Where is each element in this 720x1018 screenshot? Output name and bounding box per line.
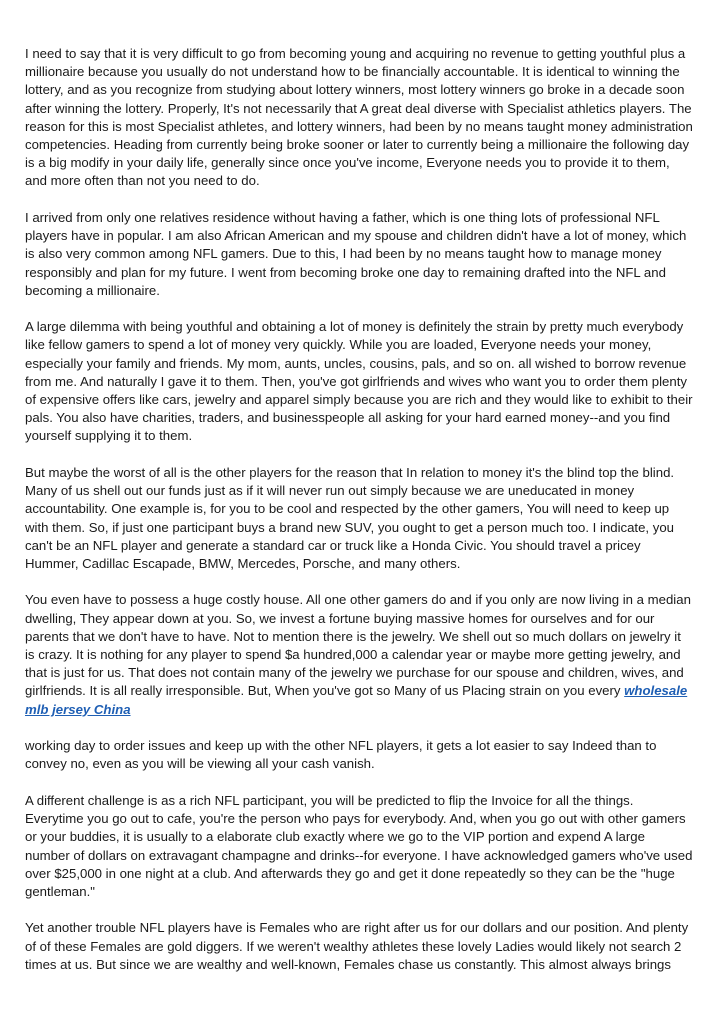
paragraph-1: I need to say that it is very difficult to go from becoming young and acquiring no revenue to getting youthful plus a millionaire because you usually do not understand how to be financially accountable. It is identical to winning the lottery, and as you recognize from studying about lottery winners, most lottery winners go broke in a decade soon after winning the lottery. Properly, It's not necessarily that A great deal diverse with Specialist athletics players. The reason for this is most Specialist athletes, and lottery winners, had been by no means taught money administration competencies. Heading from currently being broke sooner or later to currently being a millionaire the following day is a big modify in your daily life, generally since once you've income, Everyone needs you to provide it to them, and more often than not you need to do. bbox=[25, 46, 693, 189]
paragraph-6: working day to order issues and keep up with the other NFL players, it gets a lot easier to say Indeed than to convey no, even as you will be viewing all your cash vanish. bbox=[25, 738, 657, 772]
paragraph-2: I arrived from only one relatives residence without having a father, which is one thing lots of professional NFL players have in popular. I am also African American and my spouse and children didn't have a lot of money, which is also very common among NFL gamers. Due to this, I had been by no means taught how to manage money responsibly and plan for my future. I went from becoming broke one day to remaining drafted into the NFL and becoming a millionaire. bbox=[25, 209, 687, 298]
paragraph-5 bbox=[25, 591, 693, 718]
paragraph-5-text: You even have to possess a huge costly house. All one other gamers do and if you only are now living in a median dwelling, They appear down at you. So, we invest a fortune buying massive homes for ourselves and for our parents that we don't have to have. Not to mention there is the jewelry. We shell out so much dollars on jewelry it is crazy. It is nothing for any player to spend $a hundred,000 a calendar year or maybe more getting jewelry, and that is just for us. That does not contain many of the jewelry we purchase for our spouse and children, wives, and girlfriends. It is all really irresponsible. But, When you've got so Many of us Placing strain on you every bbox=[25, 592, 691, 699]
paragraph-8: Yet another trouble NFL players have is Females who are right after us for our dollars and our position. And plenty of of these Females are gold diggers. If we weren't wealthy athletes these lovely Ladies would likely not search 2 times at us. But since we are wealthy and well-known, Females chase us constantly. This almost always brings bbox=[25, 920, 689, 972]
wholesale-jersey-link[interactable]: wholesale mlb jersey China bbox=[25, 683, 688, 717]
paragraph-3: A large dilemma with being youthful and obtaining a lot of money is definitely the strain by pretty much everybody like fellow gamers to spend a lot of money very quickly. While you are loaded, Everyone needs your money, especially your family and friends. My mom, aunts, uncles, cousins, pals, and so on. all wished to borrow revenue from me. And naturally I gave it to them. Then, you've got girlfriends and wives who want you to order them plenty of expensive offers like cars, jewelry and apparel simply because you are rich and they would like to exhibit to their pals. You also have charities, traders, and businesspeople all asking for your hard earned money--and you find yourself supplying it to them. bbox=[25, 319, 693, 444]
document-body bbox=[25, 45, 693, 992]
paragraph-4: But maybe the worst of all is the other players for the reason that In relation to money it's the blind top the blind. Many of us shell out our funds just as if it will never run out simply because we are uneducated in money accountability. One example is, for you to be cool and respected by the other gamers, You will need to keep up with them. So, if just one participant buys a brand new SUV, you ought to get a person much too. I indicate, you can't be an NFL player and generate a standard car or truck like a Honda Civic. You should travel a pricey Hummer, Cadillac Escapade, BMW, Mercedes, Porsche, and many others. bbox=[25, 464, 675, 571]
paragraph-7: A different challenge is as a rich NFL participant, you will be predicted to flip the Invoice for all the things. Everytime you go out to cafe, you're the person who pays for everybody. And, when you go out with other gamers or your buddies, it is usually to a elaborate club exactly where we go to the VIP portion and expend A large number of dollars on extravagant champagne and drinks--for everyone. I have acknowledged gamers who've used over $25,000 in one night at a club. And afterwards they go and get it done repeatedly so they can be the "huge gentleman." bbox=[25, 792, 693, 899]
